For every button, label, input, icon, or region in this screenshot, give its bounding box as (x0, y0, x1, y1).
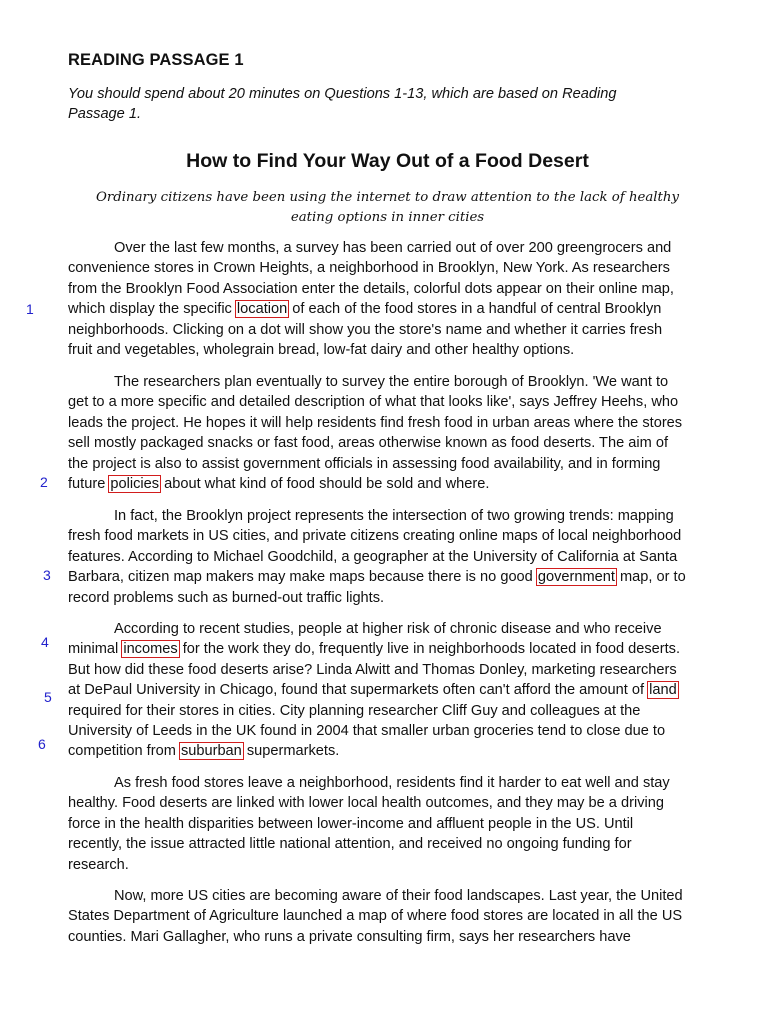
text-line: counties. Mari Gallagher, who runs a private consulting firm, says her researchers have (68, 928, 631, 945)
article-subtitle (0, 188, 768, 228)
text-line: fruit and vegetables, wholegrain bread, low-fat dairy and other healthy options. (68, 341, 575, 358)
subtitle-line: Ordinary citizens have been using the internet to draw attention to the lack of healthy (96, 190, 679, 205)
text-line: the project is also to assist government officials in assessing food availability, and in forming (68, 455, 661, 472)
text-line (68, 474, 718, 494)
text-line: force in the health disparities between lower-income and affluent people in the US. Until (68, 815, 634, 832)
instruction-line: Passage 1. (68, 105, 142, 122)
highlight-incomes: incomes (123, 641, 178, 658)
paragraph-2 (68, 372, 718, 494)
instructions (68, 85, 708, 124)
paragraph-4 (68, 619, 718, 762)
text-line: The researchers plan eventually to survey the entire borough of Brooklyn. 'We want to (114, 374, 669, 390)
text-line: sell mostly packaged snacks or fast food, areas otherwise known as food deserts. The aim of (68, 435, 668, 452)
text-line: from the Brooklyn Food Association enter the details, colorful dots appear on their online map, (68, 280, 674, 297)
subtitle-line: eating options in inner cities (290, 210, 485, 225)
text-line: University of Leeds in the UK found in 2004 that smaller urban groceries tend to close due to (68, 722, 666, 739)
highlight-suburban: suburban (180, 743, 242, 760)
question-marker-6: 6 (38, 736, 46, 752)
text-line: Over the last few months, a survey has been carried out of over 200 greengrocers and (114, 240, 672, 256)
text-line: leads the project. He hopes it will help residents find fresh food in urban areas where the stores (68, 414, 683, 431)
text-line: recently, the issue attracted little national attention, and received no ongoing funding for (68, 836, 632, 853)
instruction-line: You should spend about 20 minutes on Questions 1-13, which are based on Reading (68, 86, 617, 102)
text-line: convenience stores in Crown Heights, a neighborhood in Brooklyn, New York. As researchers (68, 260, 670, 277)
text-line: As fresh food stores leave a neighborhood, residents find it harder to eat well and stay (114, 775, 670, 791)
text-line: required for their stores in cities. City planning researcher Cliff Guy and colleagues at the (68, 702, 641, 719)
question-marker-2: 2 (40, 474, 48, 490)
text-segment: Barbara, citizen map makers may make maps because there is no good (68, 569, 537, 586)
text-segment: at DePaul University in Chicago, found that supermarkets often can't afford the amount of (68, 682, 649, 699)
text-segment: future (68, 475, 110, 492)
section-heading: READING PASSAGE 1 (68, 51, 244, 69)
highlight-policies: policies (110, 475, 160, 492)
text-line: record problems such as burned-out traffic lights. (68, 589, 385, 606)
text-line: research. (68, 856, 129, 873)
text-line (68, 741, 718, 761)
text-line: In fact, the Brooklyn project represents the intersection of two growing trends: mapping (114, 508, 674, 524)
text-line: healthy. Food deserts are linked with lower local health outcomes, and they may be a driving (68, 795, 664, 812)
question-marker-1: 1 (26, 301, 34, 317)
paragraph-1 (68, 238, 718, 360)
question-marker-4: 4 (41, 634, 49, 650)
text-line: According to recent studies, people at higher risk of chronic disease and who receive (114, 621, 662, 637)
highlight-location: location (236, 301, 288, 318)
highlight-government: government (537, 569, 615, 586)
question-marker-3: 3 (43, 567, 51, 583)
text-segment: supermarkets. (242, 743, 340, 760)
text-line (68, 299, 718, 319)
paragraph-6 (68, 886, 718, 947)
question-marker-5: 5 (44, 689, 52, 705)
text-segment: about what kind of food should be sold and where. (160, 475, 490, 492)
paragraph-3 (68, 506, 718, 608)
text-segment: of each of the food stores in a handful of central Brooklyn (288, 301, 662, 318)
article-title: How to Find Your Way Out of a Food Desert (186, 150, 589, 172)
text-line (68, 680, 718, 700)
text-line: Now, more US cities are becoming aware of their food landscapes. Last year, the United (114, 888, 683, 904)
text-line: neighborhoods. Clicking on a dot will show you the store's name and whether it carries fresh (68, 321, 663, 338)
text-line: get to a more specific and detailed description of what that looks like', says Jeffrey Heehs, who (68, 394, 679, 411)
text-segment: for the work they do, frequently live in neighborhoods located in food deserts. (178, 641, 681, 658)
text-line: fresh food markets in US cities, and private citizens creating online maps of local neighborhood (68, 528, 682, 545)
text-segment: map, or to (615, 569, 686, 586)
text-line (68, 639, 718, 659)
text-segment: minimal (68, 641, 123, 658)
paragraph-5 (68, 773, 718, 875)
text-line: features. According to Michael Goodchild, a geographer at the University of California at Santa (68, 548, 678, 565)
highlight-land: land (649, 682, 677, 699)
text-line (68, 567, 718, 587)
text-line: But how did these food deserts arise? Linda Alwitt and Thomas Donley, marketing researchers (68, 661, 677, 678)
text-segment: which display the specific (68, 301, 236, 318)
text-line: States Department of Agriculture launched a map of where food stores are located in all the US (68, 908, 683, 925)
text-segment: competition from (68, 743, 180, 760)
